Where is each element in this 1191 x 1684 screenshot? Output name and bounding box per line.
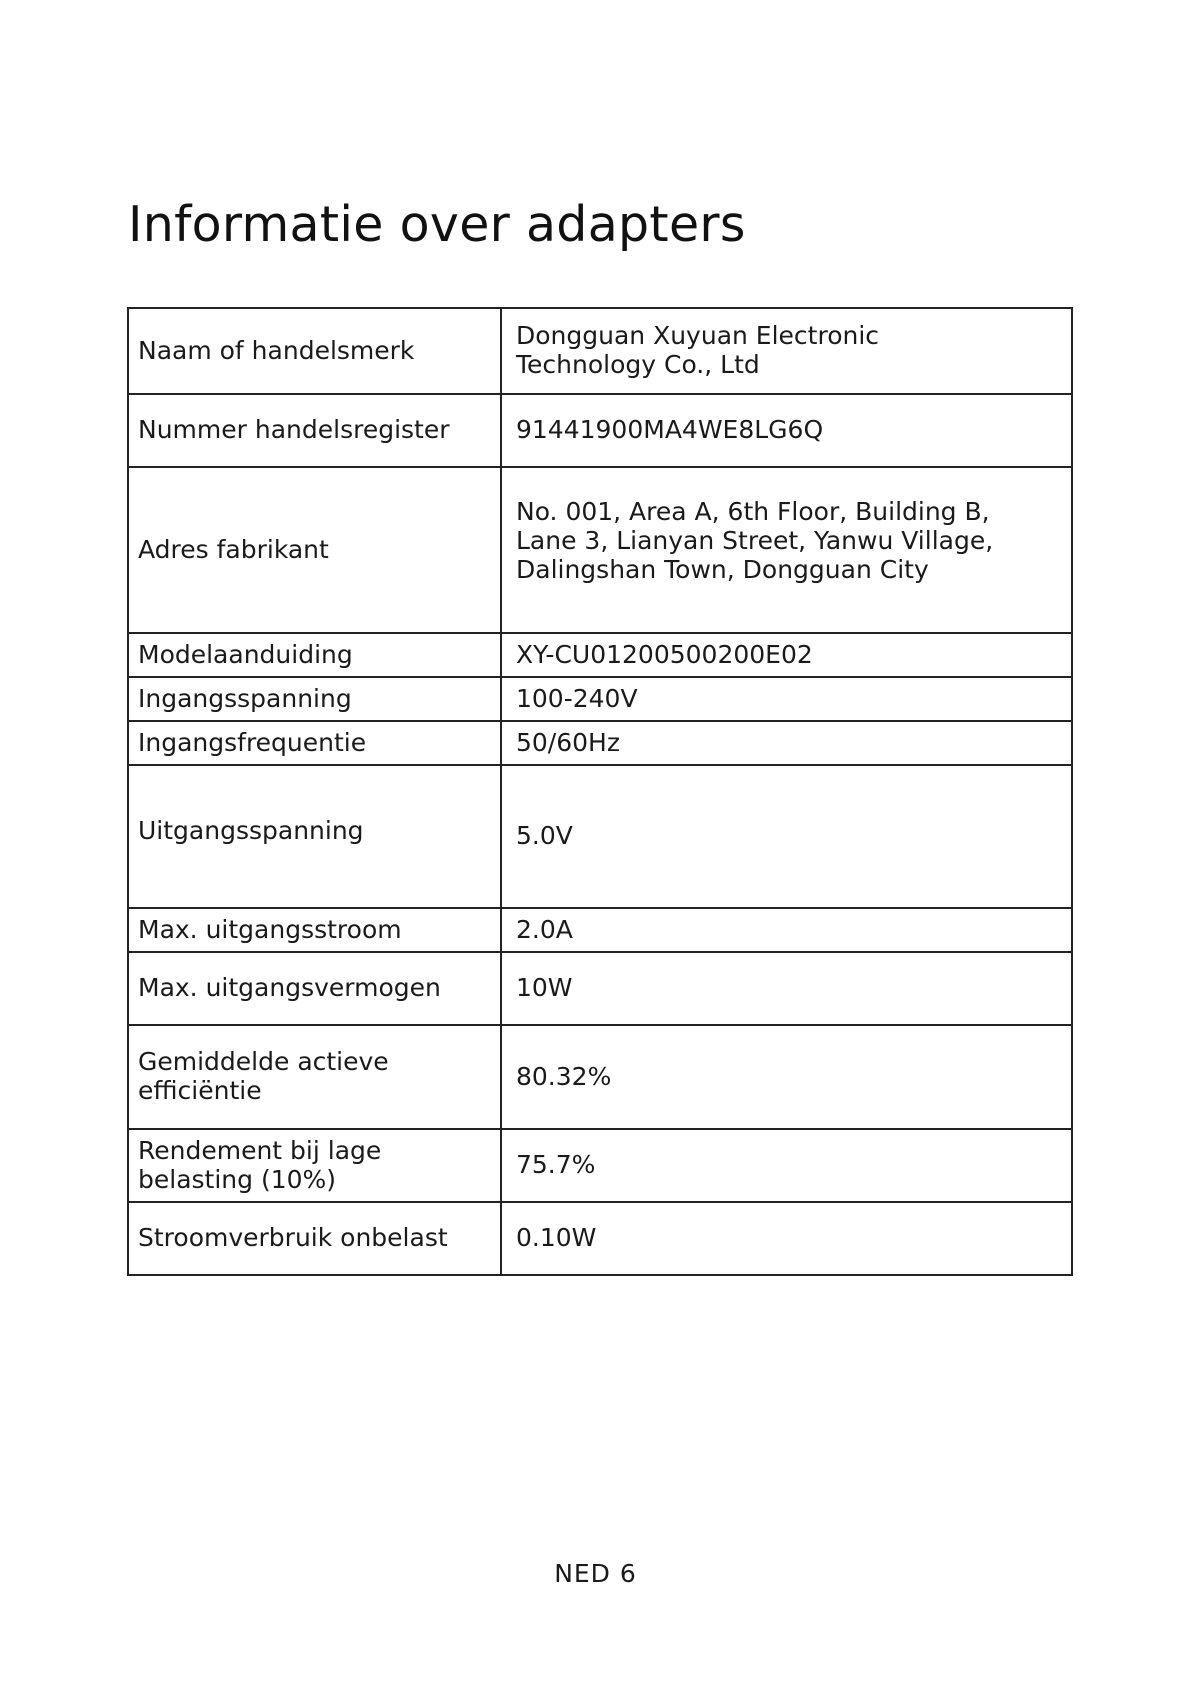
spec-value: Dongguan Xuyuan Electronic Technology Co., Ltd (501, 308, 1072, 394)
spec-value: No. 001, Area A, 6th Floor, Building B, Lane 3, Lianyan Street, Yanwu Village, Dalingshan Town, Dongguan City (501, 467, 1072, 633)
table-row (128, 308, 1072, 394)
spec-value: 100-240V (501, 677, 1072, 721)
spec-label: Uitgangsspanning (128, 765, 501, 908)
spec-value: 5.0V (501, 765, 1072, 908)
spec-label: Ingangsfrequentie (128, 721, 501, 765)
spec-value: 91441900MA4WE8LG6Q (501, 394, 1072, 467)
spec-label: Gemiddelde actieve efficiëntie (128, 1025, 501, 1129)
spec-label: Naam of handelsmerk (128, 308, 501, 394)
table-row (128, 633, 1072, 677)
page-number: NED 6 (554, 1559, 637, 1588)
spec-label: Max. uitgangsvermogen (128, 952, 501, 1025)
spec-value: 2.0A (501, 908, 1072, 952)
page-title: Informatie over adapters (128, 196, 746, 253)
table-row (128, 677, 1072, 721)
spec-label: Nummer handelsregister (128, 394, 501, 467)
table-row (128, 1025, 1072, 1129)
adapter-spec-table (127, 307, 1073, 1276)
spec-value: 50/60Hz (501, 721, 1072, 765)
spec-label: Ingangsspanning (128, 677, 501, 721)
spec-label: Adres fabrikant (128, 467, 501, 633)
spec-label: Stroomverbruik onbelast (128, 1202, 501, 1275)
table-row (128, 1202, 1072, 1275)
spec-value: XY-CU01200500200E02 (501, 633, 1072, 677)
table-row (128, 908, 1072, 952)
table-row (128, 765, 1072, 908)
spec-value: 80.32% (501, 1025, 1072, 1129)
table-row (128, 1129, 1072, 1202)
spec-label: Modelaanduiding (128, 633, 501, 677)
table-row (128, 952, 1072, 1025)
spec-value: 75.7% (501, 1129, 1072, 1202)
spec-label: Rendement bij lage belasting (10%) (128, 1129, 501, 1202)
table-row (128, 394, 1072, 467)
spec-label: Max. uitgangsstroom (128, 908, 501, 952)
spec-value: 0.10W (501, 1202, 1072, 1275)
spec-value: 10W (501, 952, 1072, 1025)
table-row (128, 721, 1072, 765)
table-row (128, 467, 1072, 633)
